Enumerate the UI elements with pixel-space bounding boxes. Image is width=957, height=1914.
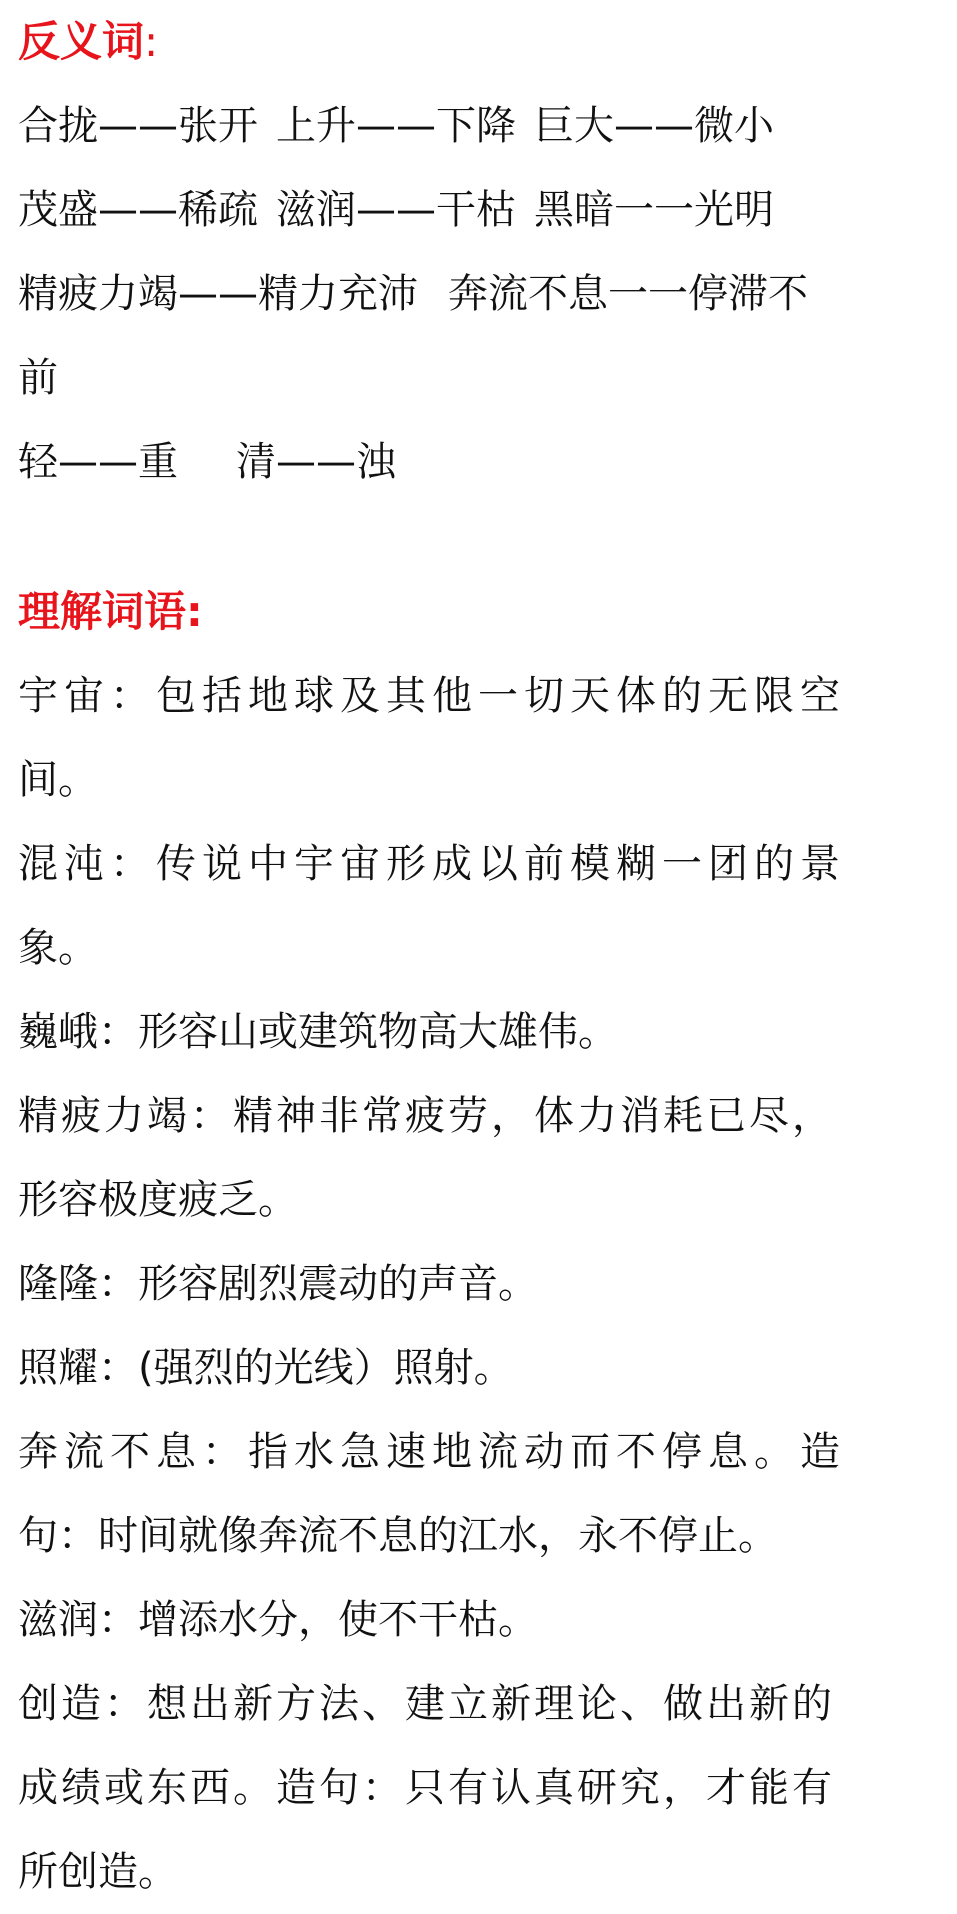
vocab-line: 宇宙：包括地球及其他一切天体的无限空	[18, 673, 846, 719]
vocab-line: 所创造。	[18, 1849, 178, 1895]
vocab-line: 隆隆：形容剧烈震动的声音。	[18, 1261, 538, 1307]
vocab-line: 成绩或东西。造句：只有认真研究，才能有	[18, 1765, 835, 1811]
vocab-line: 滋润：增添水分，使不干枯。	[18, 1597, 538, 1643]
vocab-line: 奔流不息：指水急速地流动而不停息。造	[18, 1429, 846, 1475]
antonym-pair: 巨大——微小	[534, 103, 774, 149]
antonym-line-5	[18, 420, 943, 504]
antonym-pair: 精疲力竭——精力充沛	[18, 271, 418, 317]
antonym-pair: 清——浊	[236, 439, 396, 485]
antonyms-title-colon: :	[144, 17, 159, 66]
vocab-line: 象。	[18, 925, 98, 971]
vocab-line: 句：时间就像奔流不息的江水，永不停止。	[18, 1513, 778, 1559]
vocab-line: 混沌：传说中宇宙形成以前模糊一团的景	[18, 841, 846, 887]
antonyms-heading	[18, 0, 943, 84]
antonyms-title: 反义词	[18, 17, 145, 66]
antonym-pair: 上升——下降	[276, 103, 516, 149]
antonym-pair: 轻——重	[18, 439, 178, 485]
antonym-line-3	[18, 252, 943, 336]
antonym-pair: 滋润——干枯	[276, 187, 516, 233]
antonym-pair: 黑暗一一光明	[534, 187, 774, 233]
antonym-pair-continuation: 前	[18, 355, 58, 401]
section-spacer	[18, 504, 943, 570]
vocab-line: 创造：想出新方法、建立新理论、做出新的	[18, 1681, 835, 1727]
vocab-line: 照耀：(强烈的光线）照射。	[18, 1345, 514, 1391]
vocabulary-heading: 理解词语:	[18, 587, 203, 636]
antonym-line-1	[18, 84, 943, 168]
vocab-line: 巍峨：形容山或建筑物高大雄伟。	[18, 1009, 618, 1055]
vocab-line: 形容极度疲乏。	[18, 1177, 298, 1223]
vocab-line: 精疲力竭：精神非常疲劳，体力消耗已尽，	[18, 1093, 835, 1139]
document-page	[18, 0, 943, 1914]
antonym-line-2	[18, 168, 943, 252]
antonym-pair: 茂盛——稀疏	[18, 187, 258, 233]
antonym-line-4	[18, 336, 943, 420]
vocab-line: 间。	[18, 757, 98, 803]
antonym-pair: 奔流不息一一停滞不	[448, 271, 808, 317]
antonym-pair: 合拢——张开	[18, 103, 258, 149]
